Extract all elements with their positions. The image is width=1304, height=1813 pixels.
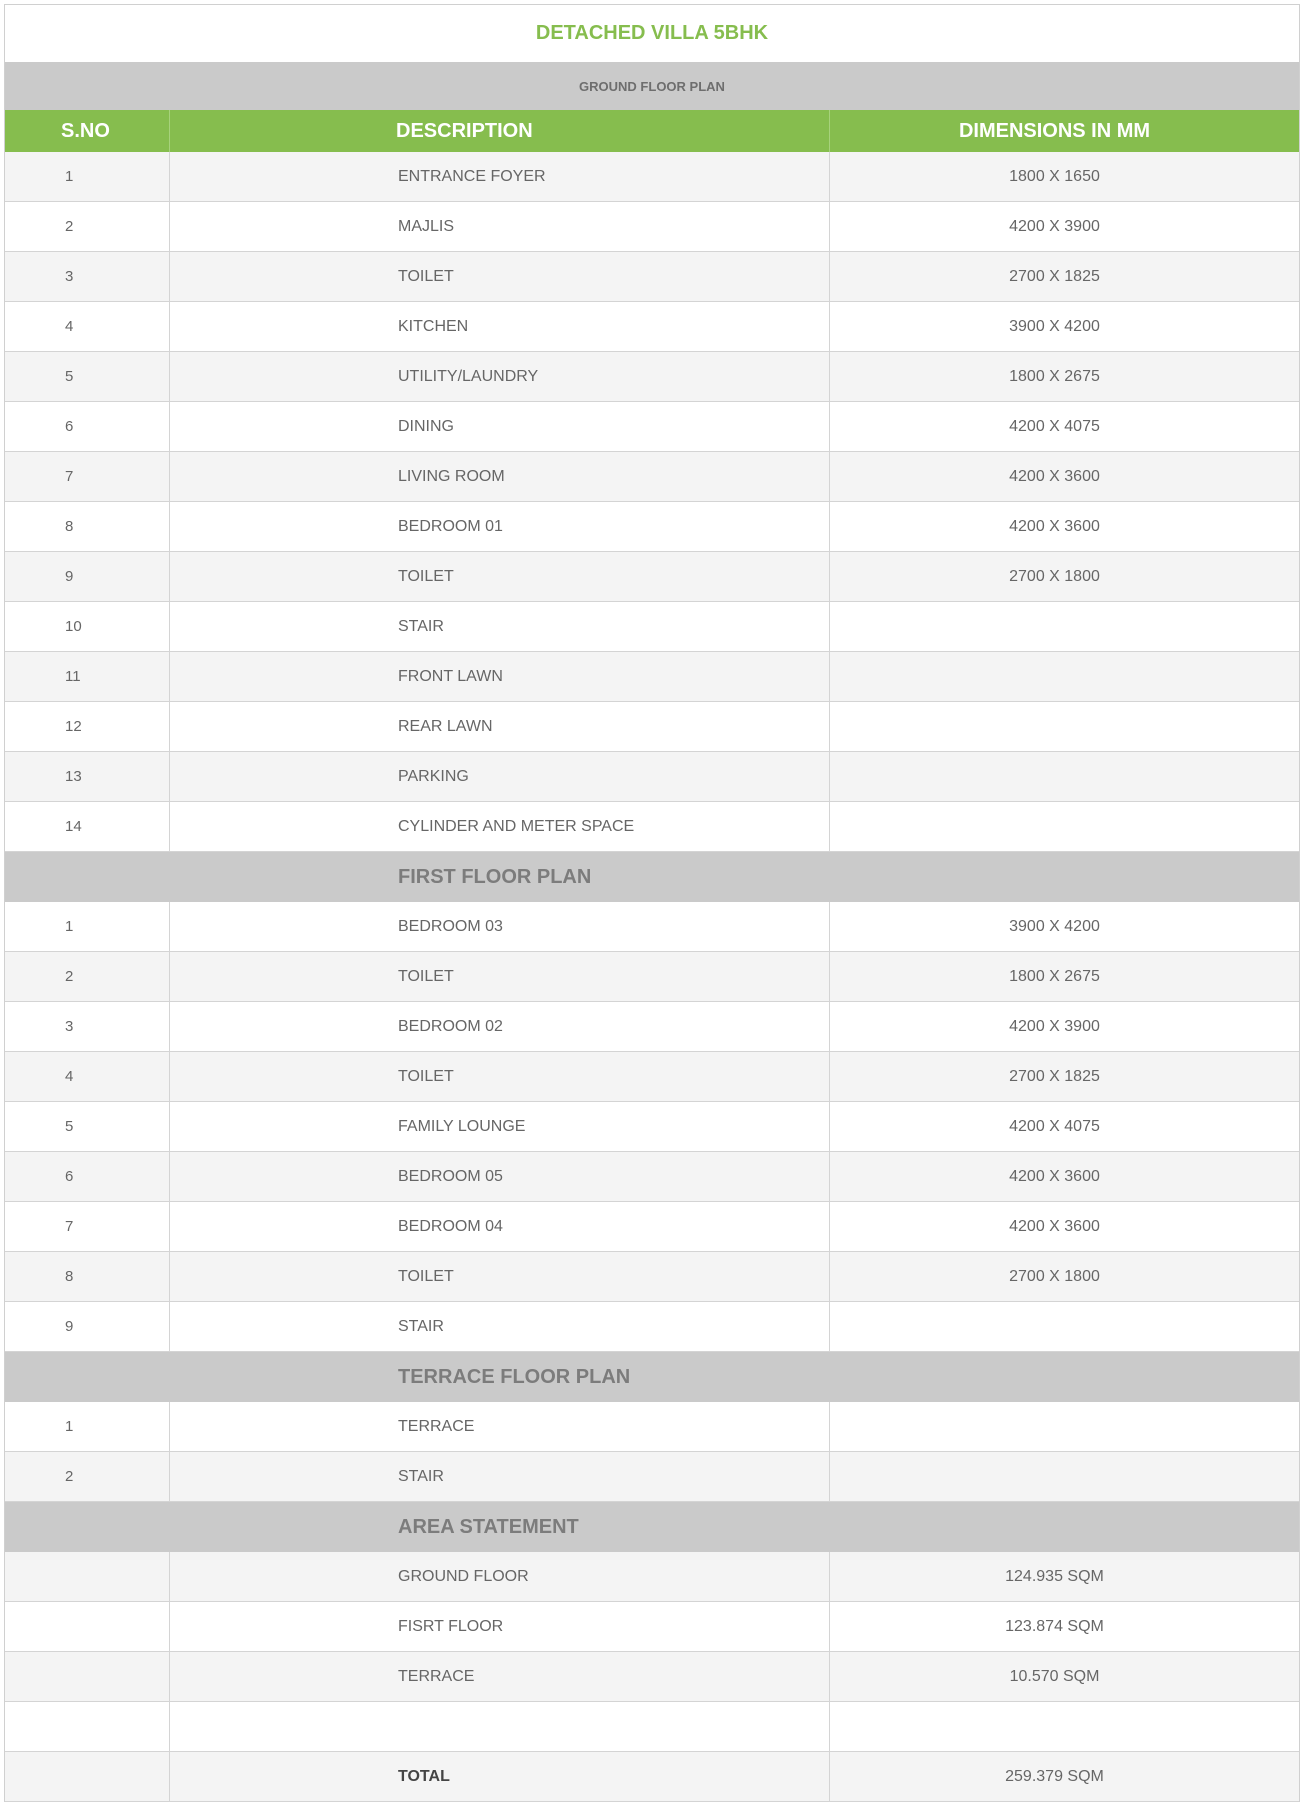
row-description: REAR LAWN — [170, 702, 830, 751]
table-row — [5, 1602, 1299, 1652]
total-label: TOTAL — [170, 1752, 830, 1801]
table-row — [5, 552, 1299, 602]
section-terrace-label: TERRACE FLOOR PLAN — [398, 1365, 631, 1388]
row-dimension: 2700 X 1800 — [1009, 1267, 1100, 1285]
row-description: ENTRANCE FOYER — [170, 152, 830, 201]
table-row — [5, 1252, 1299, 1302]
row-sno: 5 — [5, 352, 170, 401]
table-title-row — [5, 5, 1299, 62]
area-rows — [5, 1552, 1299, 1752]
table-row — [5, 702, 1299, 752]
row-description: TOILET — [170, 552, 830, 601]
table-row — [5, 602, 1299, 652]
row-description: FRONT LAWN — [170, 652, 830, 701]
row-dimension: 124.935 SQM — [1005, 1567, 1104, 1585]
row-sno: 7 — [5, 1202, 170, 1251]
row-description: STAIR — [170, 602, 830, 651]
row-dimension: 10.570 SQM — [1009, 1667, 1100, 1685]
row-sno: 6 — [5, 1152, 170, 1201]
villa-spec-table — [4, 4, 1300, 1802]
row-description: BEDROOM 05 — [170, 1152, 830, 1201]
row-sno: 2 — [5, 952, 170, 1001]
header-dimensions: DIMENSIONS IN MM — [958, 119, 1151, 142]
table-row — [5, 1402, 1299, 1452]
table-row — [5, 1302, 1299, 1352]
row-description: STAIR — [170, 1302, 830, 1351]
total-row — [5, 1752, 1299, 1802]
row-dimension — [830, 1702, 1299, 1751]
row-sno: 2 — [5, 1452, 170, 1501]
row-dimension: 4200 X 3600 — [1009, 467, 1100, 485]
row-sno: 3 — [5, 252, 170, 301]
row-dimension: 2700 X 1825 — [1009, 267, 1100, 285]
table-row — [5, 302, 1299, 352]
row-sno: 4 — [5, 1052, 170, 1101]
table-row — [5, 202, 1299, 252]
table-row — [5, 252, 1299, 302]
table-row — [5, 1702, 1299, 1752]
row-dimension: 1800 X 1650 — [1009, 167, 1100, 185]
column-header-row — [5, 110, 1299, 152]
total-sno — [5, 1752, 170, 1801]
header-sno: S.NO — [5, 110, 170, 152]
row-description: KITCHEN — [170, 302, 830, 351]
row-sno: 14 — [5, 802, 170, 851]
row-sno: 7 — [5, 452, 170, 501]
table-row — [5, 952, 1299, 1002]
row-dimension — [830, 702, 1299, 751]
row-sno — [5, 1602, 170, 1651]
row-description: UTILITY/LAUNDRY — [170, 352, 830, 401]
ground-floor-rows — [5, 152, 1299, 852]
row-sno — [5, 1652, 170, 1701]
row-description: DINING — [170, 402, 830, 451]
row-sno — [5, 1552, 170, 1601]
row-dimension: 4200 X 3600 — [1009, 1217, 1100, 1235]
row-description: PARKING — [170, 752, 830, 801]
row-description: MAJLIS — [170, 202, 830, 251]
row-sno: 6 — [5, 402, 170, 451]
row-description: TERRACE — [170, 1402, 830, 1451]
row-dimension: 123.874 SQM — [1005, 1617, 1104, 1635]
row-sno: 12 — [5, 702, 170, 751]
table-row — [5, 1652, 1299, 1702]
row-sno: 1 — [5, 152, 170, 201]
row-dimension: 4200 X 3600 — [1009, 517, 1100, 535]
table-row — [5, 1152, 1299, 1202]
row-dimension — [830, 802, 1299, 851]
table-row — [5, 402, 1299, 452]
row-sno: 9 — [5, 552, 170, 601]
table-row — [5, 152, 1299, 202]
table-row — [5, 652, 1299, 702]
row-description: FISRT FLOOR — [170, 1602, 830, 1651]
header-description: DESCRIPTION — [170, 110, 830, 152]
row-description: LIVING ROOM — [170, 452, 830, 501]
first-floor-rows — [5, 902, 1299, 1352]
row-sno: 1 — [5, 1402, 170, 1451]
row-dimension: 4200 X 4075 — [1009, 417, 1100, 435]
table-row — [5, 1102, 1299, 1152]
table-row — [5, 1452, 1299, 1502]
row-description — [170, 1702, 830, 1751]
section-first-floor — [5, 852, 1299, 902]
row-dimension — [830, 652, 1299, 701]
row-description: GROUND FLOOR — [170, 1552, 830, 1601]
row-dimension: 4200 X 3900 — [1009, 1017, 1100, 1035]
row-description: TOILET — [170, 252, 830, 301]
row-dimension: 1800 X 2675 — [1009, 967, 1100, 985]
row-description: STAIR — [170, 1452, 830, 1501]
table-row — [5, 502, 1299, 552]
table-row — [5, 352, 1299, 402]
table-row — [5, 452, 1299, 502]
table-subtitle-row — [5, 62, 1299, 110]
row-description: TOILET — [170, 952, 830, 1001]
row-sno: 5 — [5, 1102, 170, 1151]
row-dimension: 4200 X 3600 — [1009, 1167, 1100, 1185]
row-dimension: 4200 X 4075 — [1009, 1117, 1100, 1135]
row-description: TERRACE — [170, 1652, 830, 1701]
row-sno — [5, 1702, 170, 1751]
table-row — [5, 1002, 1299, 1052]
row-description: BEDROOM 03 — [170, 902, 830, 951]
row-sno: 2 — [5, 202, 170, 251]
row-dimension: 2700 X 1800 — [1009, 567, 1100, 585]
table-subtitle: GROUND FLOOR PLAN — [579, 78, 725, 94]
row-sno: 9 — [5, 1302, 170, 1351]
table-row — [5, 1202, 1299, 1252]
table-title: DETACHED VILLA 5BHK — [535, 22, 769, 44]
row-sno: 3 — [5, 1002, 170, 1051]
total-value: 259.379 SQM — [1005, 1767, 1104, 1785]
row-dimension: 3900 X 4200 — [1009, 317, 1100, 335]
row-sno: 1 — [5, 902, 170, 951]
table-row — [5, 1552, 1299, 1602]
row-description: BEDROOM 02 — [170, 1002, 830, 1051]
table-row — [5, 902, 1299, 952]
row-sno: 10 — [5, 602, 170, 651]
terrace-rows — [5, 1402, 1299, 1502]
row-description: TOILET — [170, 1052, 830, 1101]
row-description: BEDROOM 04 — [170, 1202, 830, 1251]
row-description: TOILET — [170, 1252, 830, 1301]
row-description: CYLINDER AND METER SPACE — [170, 802, 830, 851]
table-row — [5, 1052, 1299, 1102]
section-area-statement — [5, 1502, 1299, 1552]
row-dimension: 4200 X 3900 — [1009, 217, 1100, 235]
row-dimension: 2700 X 1825 — [1009, 1067, 1100, 1085]
row-description: FAMILY LOUNGE — [170, 1102, 830, 1151]
row-dimension: 1800 X 2675 — [1009, 367, 1100, 385]
row-sno: 11 — [5, 652, 170, 701]
row-dimension — [830, 1302, 1299, 1351]
section-terrace — [5, 1352, 1299, 1402]
row-dimension — [830, 602, 1299, 651]
table-row — [5, 752, 1299, 802]
row-dimension — [830, 1402, 1299, 1451]
row-dimension: 3900 X 4200 — [1009, 917, 1100, 935]
row-dimension — [830, 752, 1299, 801]
table-row — [5, 802, 1299, 852]
section-area-label: AREA STATEMENT — [398, 1515, 579, 1538]
row-sno: 8 — [5, 1252, 170, 1301]
row-sno: 8 — [5, 502, 170, 551]
row-sno: 13 — [5, 752, 170, 801]
row-description: BEDROOM 01 — [170, 502, 830, 551]
section-first-floor-label: FIRST FLOOR PLAN — [398, 865, 592, 888]
row-dimension — [830, 1452, 1299, 1501]
row-sno: 4 — [5, 302, 170, 351]
